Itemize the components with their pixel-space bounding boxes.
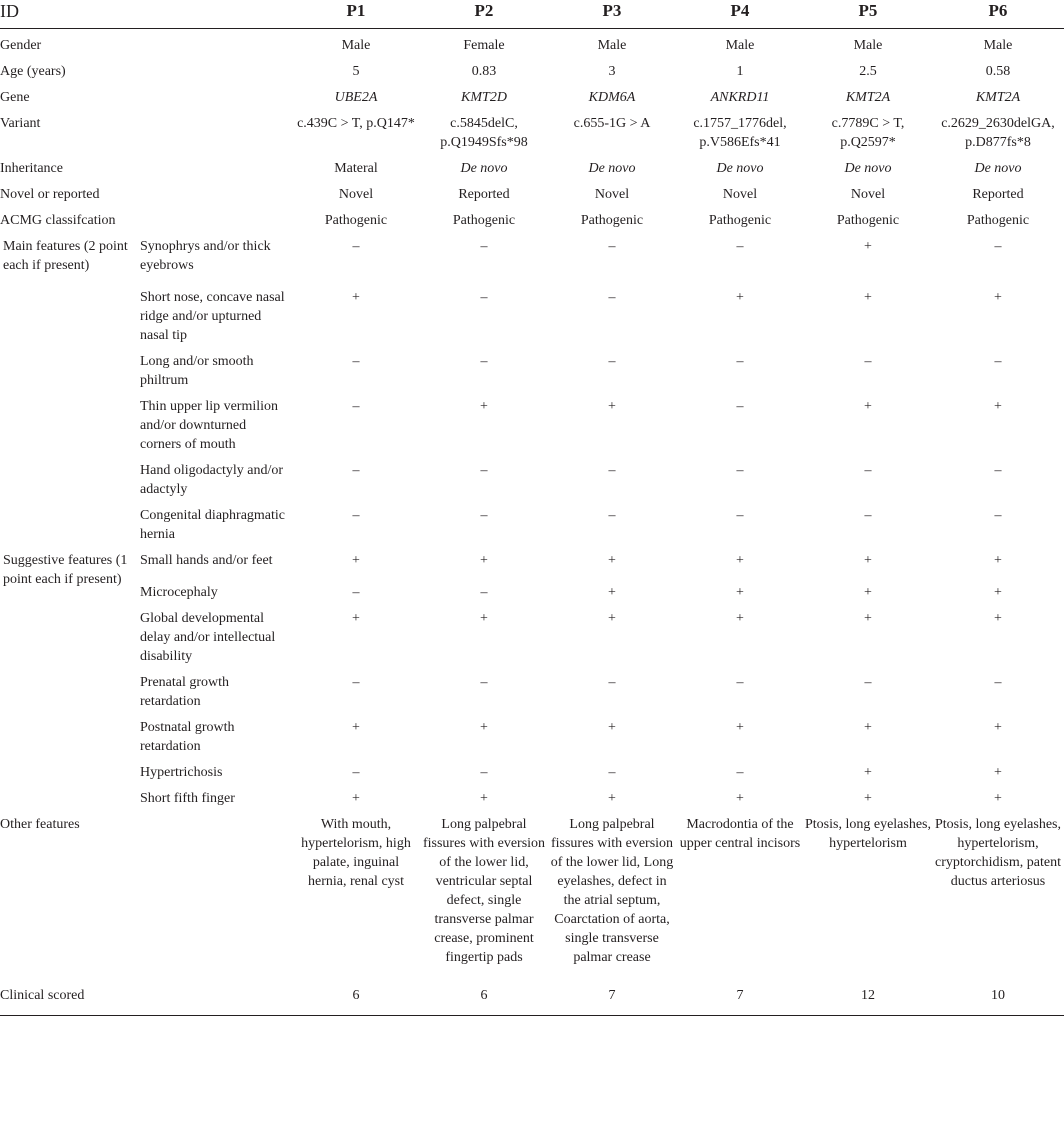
- feature-value: –: [864, 675, 872, 690]
- feature-row: [0, 230, 1064, 281]
- row-label: Other features: [0, 817, 80, 832]
- feature-value: +: [608, 720, 616, 735]
- cell: c.2629_2630delGA, p.D877fs*8: [941, 116, 1055, 150]
- feature-value: –: [480, 290, 488, 305]
- row-inheritance: [0, 152, 1064, 178]
- feature-value: +: [736, 611, 744, 626]
- cell: KMT2A: [845, 90, 891, 105]
- cell: Male: [341, 38, 371, 53]
- feature-label: Hypertrichosis: [140, 765, 223, 780]
- feature-row: [0, 281, 1064, 345]
- row-label: Variant: [0, 116, 41, 131]
- header-p3: P3: [602, 1, 622, 20]
- feature-value: –: [480, 675, 488, 690]
- cell: De novo: [844, 161, 892, 176]
- header-p5: P5: [858, 1, 878, 20]
- cell: 6: [480, 988, 488, 1003]
- feature-value: +: [994, 290, 1002, 305]
- cell: Novel: [338, 187, 374, 202]
- feature-value: +: [994, 399, 1002, 414]
- feature-value: –: [352, 354, 360, 369]
- feature-value: +: [864, 611, 872, 626]
- feature-value: –: [608, 290, 616, 305]
- feature-value: +: [352, 290, 360, 305]
- feature-value: +: [864, 585, 872, 600]
- feature-value: +: [864, 791, 872, 806]
- suggestive-features-section: [0, 544, 1064, 808]
- feature-value: –: [352, 765, 360, 780]
- row-gene: [0, 81, 1064, 107]
- feature-value: –: [480, 585, 488, 600]
- cell: Pathogenic: [452, 213, 516, 228]
- feature-value: –: [736, 239, 744, 254]
- feature-value: +: [736, 585, 744, 600]
- cell: ANKRD11: [710, 90, 770, 105]
- feature-value: +: [864, 399, 872, 414]
- header-id: ID: [0, 1, 19, 21]
- feature-label: Long and/or smooth philtrum: [140, 354, 254, 388]
- feature-value: –: [608, 765, 616, 780]
- feature-row: [0, 756, 1064, 782]
- cell: 10: [991, 988, 1005, 1003]
- feature-value: –: [480, 765, 488, 780]
- feature-label: Congenital diaphragmatic hernia: [140, 508, 286, 542]
- feature-value: –: [480, 463, 488, 478]
- feature-value: +: [352, 611, 360, 626]
- feature-value: +: [994, 720, 1002, 735]
- cell: Long palpebral fissures with eversion of the lower lid, ventricular septal defect, single transverse palmar crease, prominent fingertip pads: [422, 817, 546, 965]
- feature-value: +: [480, 791, 488, 806]
- group-label: Suggestive features (1 point each if present): [3, 553, 128, 587]
- feature-value: +: [994, 553, 1002, 568]
- feature-row: [0, 576, 1064, 602]
- feature-value: +: [994, 585, 1002, 600]
- row-label: ACMG classifcation: [0, 213, 116, 228]
- feature-value: –: [994, 463, 1002, 478]
- row-clinical-score: [0, 979, 1064, 1016]
- feature-value: –: [864, 354, 872, 369]
- cell: With mouth, hypertelorism, high palate, inguinal hernia, renal cyst: [301, 817, 411, 889]
- cell: Macrodontia of the upper central incisors: [679, 817, 801, 851]
- cell: 2.5: [859, 64, 877, 79]
- feature-value: –: [736, 354, 744, 369]
- feature-row: [0, 711, 1064, 756]
- feature-value: –: [864, 508, 872, 523]
- feature-value: +: [480, 553, 488, 568]
- feature-value: –: [352, 399, 360, 414]
- feature-label: Thin upper lip vermilion and/or downturned corners of mouth: [140, 399, 279, 452]
- cell: Pathogenic: [836, 213, 900, 228]
- cell: UBE2A: [334, 90, 378, 105]
- cell: Male: [983, 38, 1013, 53]
- feature-value: +: [864, 290, 872, 305]
- row-label: Gene: [0, 90, 30, 105]
- feature-row: [0, 499, 1064, 544]
- cell: Female: [463, 38, 505, 53]
- row-variant: [0, 107, 1064, 152]
- header-p2: P2: [474, 1, 494, 20]
- feature-value: +: [608, 611, 616, 626]
- group-label: Main features (2 point each if present): [3, 239, 128, 273]
- cell: Novel: [594, 187, 630, 202]
- feature-value: –: [352, 463, 360, 478]
- cell: 5: [352, 64, 360, 79]
- row-label: Gender: [0, 38, 42, 53]
- feature-value: +: [352, 791, 360, 806]
- cell: De novo: [588, 161, 636, 176]
- feature-row: [0, 544, 1064, 576]
- feature-value: –: [736, 765, 744, 780]
- feature-value: –: [608, 354, 616, 369]
- feature-value: +: [608, 553, 616, 568]
- row-acmg: [0, 204, 1064, 230]
- feature-value: +: [608, 791, 616, 806]
- feature-value: +: [608, 585, 616, 600]
- feature-value: –: [352, 239, 360, 254]
- cell: Ptosis, long eyelashes, hypertelorism, cryptorchidism, patent ductus arteriosus: [935, 817, 1061, 889]
- cell: Pathogenic: [708, 213, 772, 228]
- feature-value: –: [736, 508, 744, 523]
- feature-value: +: [994, 791, 1002, 806]
- feature-value: +: [864, 765, 872, 780]
- feature-value: –: [608, 239, 616, 254]
- feature-value: +: [480, 611, 488, 626]
- feature-value: +: [736, 720, 744, 735]
- feature-value: +: [480, 399, 488, 414]
- cell: KMT2A: [975, 90, 1021, 105]
- cell: Pathogenic: [324, 213, 388, 228]
- feature-label: Microcephaly: [140, 585, 218, 600]
- header-p6: P6: [988, 1, 1008, 20]
- header-p1: P1: [346, 1, 366, 20]
- feature-value: +: [994, 611, 1002, 626]
- feature-value: –: [608, 463, 616, 478]
- feature-value: –: [608, 675, 616, 690]
- feature-value: +: [736, 553, 744, 568]
- feature-label: Short nose, concave nasal ridge and/or upturned nasal tip: [140, 290, 285, 343]
- feature-value: +: [864, 553, 872, 568]
- feature-label: Small hands and/or feet: [140, 553, 273, 568]
- cell: c.655-1G > A: [573, 116, 651, 131]
- feature-label: Postnatal growth retardation: [140, 720, 235, 754]
- cell: Pathogenic: [966, 213, 1030, 228]
- feature-row: [0, 345, 1064, 390]
- feature-value: –: [608, 508, 616, 523]
- cell: Novel: [850, 187, 886, 202]
- feature-value: –: [480, 508, 488, 523]
- row-age: [0, 55, 1064, 81]
- feature-value: +: [352, 553, 360, 568]
- cell: Reported: [972, 187, 1024, 202]
- feature-value: –: [864, 463, 872, 478]
- cell: Ptosis, long eyelashes, hypertelorism: [805, 817, 931, 851]
- cell: 0.58: [985, 64, 1011, 79]
- cell: Male: [725, 38, 755, 53]
- feature-value: –: [994, 354, 1002, 369]
- row-label: Age (years): [0, 64, 66, 79]
- cell: c.439C > T, p.Q147*: [297, 116, 415, 131]
- row-label: Inheritance: [0, 161, 63, 176]
- feature-value: –: [736, 463, 744, 478]
- feature-row: [0, 602, 1064, 666]
- row-label: Clinical scored: [0, 988, 85, 1003]
- cell: c.5845delC, p.Q1949Sfs*98: [440, 116, 528, 150]
- feature-value: +: [608, 399, 616, 414]
- cell: c.7789C > T, p.Q2597*: [831, 116, 905, 150]
- feature-row: [0, 454, 1064, 499]
- feature-label: Short fifth finger: [140, 791, 235, 806]
- feature-value: +: [736, 290, 744, 305]
- feature-value: –: [736, 675, 744, 690]
- cell: 6: [352, 988, 360, 1003]
- feature-value: +: [736, 791, 744, 806]
- feature-value: –: [994, 675, 1002, 690]
- cell: Male: [597, 38, 627, 53]
- feature-row: [0, 390, 1064, 454]
- feature-row: [0, 782, 1064, 808]
- cell: De novo: [716, 161, 764, 176]
- feature-label: Prenatal growth retardation: [140, 675, 230, 709]
- cell: KMT2D: [461, 90, 507, 105]
- cell: 7: [608, 988, 616, 1003]
- feature-value: –: [994, 508, 1002, 523]
- row-novel: [0, 178, 1064, 204]
- feature-label: Synophrys and/or thick eyebrows: [140, 239, 271, 273]
- cell: c.1757_1776del, p.V586Efs*41: [693, 116, 787, 150]
- cell: Reported: [458, 187, 510, 202]
- row-gender: [0, 29, 1064, 56]
- row-other-features: [0, 808, 1064, 979]
- cell: 1: [736, 64, 744, 79]
- header-row: [0, 0, 1064, 29]
- cell: De novo: [974, 161, 1022, 176]
- feature-value: –: [352, 675, 360, 690]
- main-features-section: [0, 230, 1064, 544]
- cell: Male: [853, 38, 883, 53]
- feature-value: –: [480, 354, 488, 369]
- header-p4: P4: [730, 1, 750, 20]
- feature-value: +: [352, 720, 360, 735]
- feature-label: Global developmental delay and/or intellectual disability: [140, 611, 276, 664]
- feature-value: +: [480, 720, 488, 735]
- feature-value: +: [994, 765, 1002, 780]
- feature-label: Hand oligodactyly and/or adactyly: [140, 463, 284, 497]
- cell: Materal: [334, 161, 378, 176]
- cell: Pathogenic: [580, 213, 644, 228]
- cell: De novo: [460, 161, 508, 176]
- cell: 0.83: [471, 64, 497, 79]
- cell: Long palpebral fissures with eversion of the lower lid, Long eyelashes, defect in the atrial septum, Coarctation of aorta, single transverse palmar crease: [550, 817, 674, 965]
- cell: 12: [861, 988, 875, 1003]
- feature-value: +: [864, 720, 872, 735]
- feature-value: –: [480, 239, 488, 254]
- feature-value: –: [352, 585, 360, 600]
- cell: 7: [736, 988, 744, 1003]
- cell: KDM6A: [588, 90, 636, 105]
- feature-value: +: [864, 239, 872, 254]
- cell: 3: [608, 64, 616, 79]
- row-label: Novel or reported: [0, 187, 100, 202]
- feature-value: –: [994, 239, 1002, 254]
- cell: Novel: [722, 187, 758, 202]
- feature-value: –: [736, 399, 744, 414]
- feature-row: [0, 666, 1064, 711]
- feature-value: –: [352, 508, 360, 523]
